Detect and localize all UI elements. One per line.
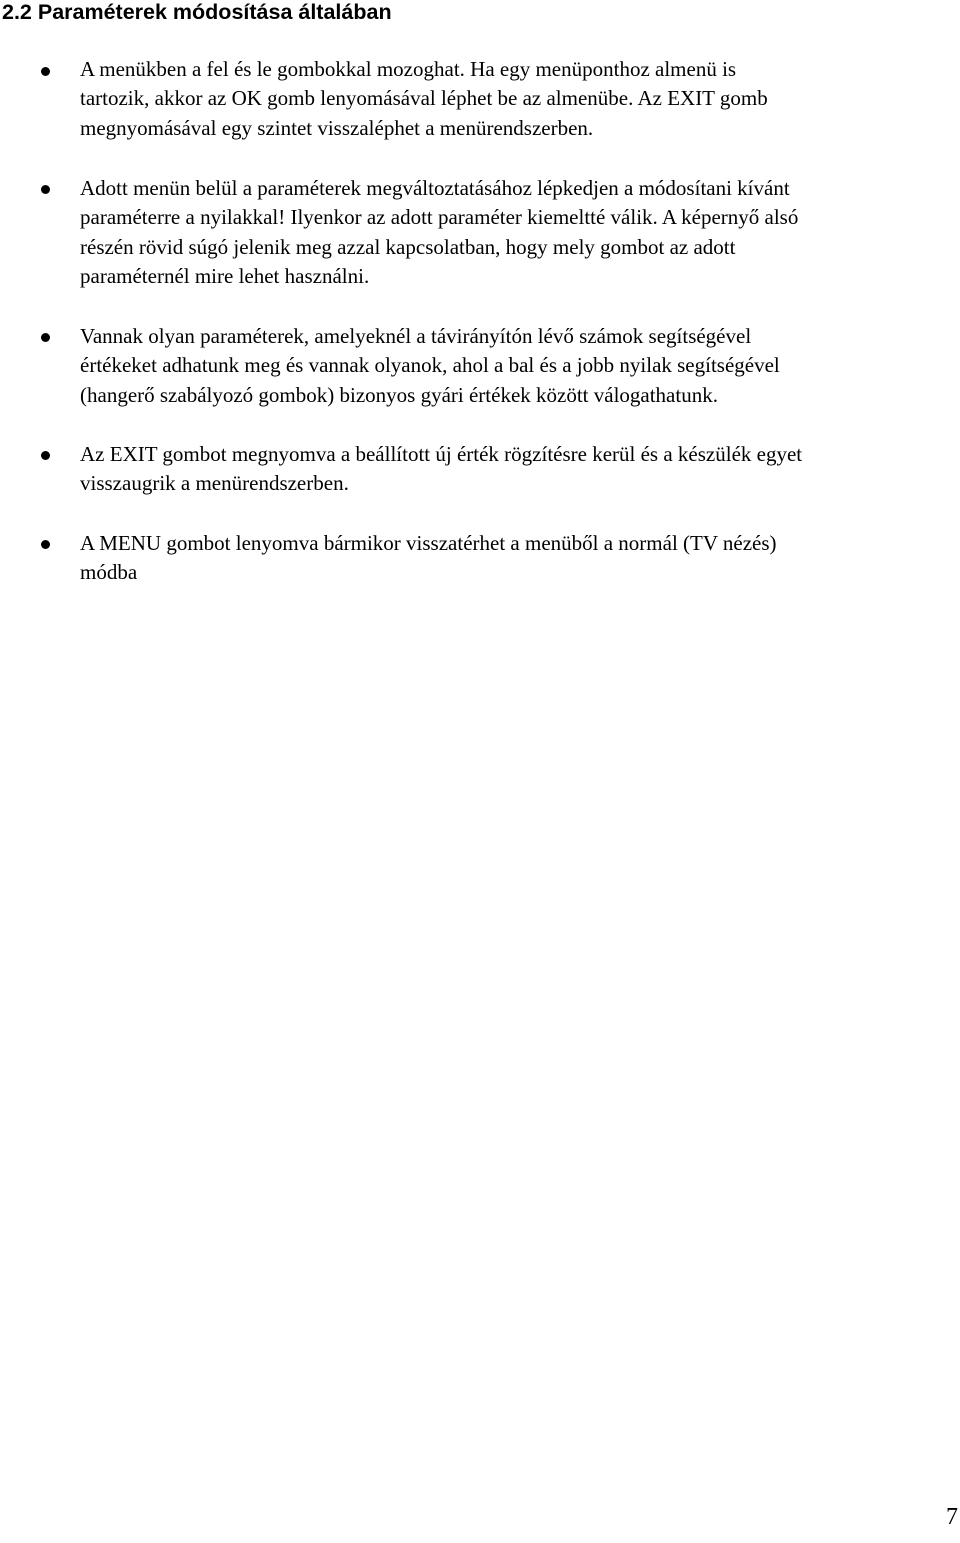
text-line: Vannak olyan paraméterek, amelyeknél a távirányítón lévő számok segítségével: [80, 324, 752, 348]
page-number: 7: [946, 1504, 958, 1530]
bullet-text: [80, 174, 950, 291]
text-line: módba: [80, 560, 138, 585]
text-line: (hangerő szabályozó gombok) bizonyos gyári értékek között válogathatunk.: [80, 382, 718, 407]
bullet-dot-icon: [41, 451, 50, 460]
text-line: Az EXIT gombot megnyomva a beállított új érték rögzítésre kerül és a készülék egyet: [80, 442, 803, 466]
text-line: megnyomásával egy szintet visszaléphet a menürendszerben.: [80, 115, 594, 140]
section-title: 2.2 Paraméterek módosítása általában: [2, 0, 392, 24]
bullet-text: [80, 529, 950, 588]
text-line: paraméterre a nyilakkal! Ilyenkor az adott paraméter kiemeltté válik. A képernyő alsó: [80, 205, 799, 230]
text-line: A menükben a fel és le gombokkal mozoghat. Ha egy menüponthoz almenü is: [80, 57, 737, 81]
bullet-text: [80, 440, 950, 499]
bullet-dot-icon: [41, 333, 50, 342]
bullet-dot-icon: [41, 185, 50, 194]
text-line: értékeket adhatunk meg és vannak olyanok, ahol a bal és a jobb nyilak segítségével: [80, 353, 780, 378]
bullet-text: [80, 322, 950, 410]
bullet-dot-icon: [41, 540, 50, 549]
text-line: Adott menün belül a paraméterek megváltoztatásához lépkedjen a módosítani kívánt: [80, 176, 790, 200]
bullet-dot-icon: [41, 67, 50, 76]
text-line: paraméternél mire lehet használni.: [80, 263, 370, 288]
text-line: részén rövid súgó jelenik meg azzal kapcsolatban, hogy mely gombot az adott: [80, 234, 736, 259]
bullet-text: [80, 55, 950, 143]
text-line: visszaugrik a menürendszerben.: [80, 471, 349, 496]
text-line: A MENU gombot lenyomva bármikor visszatérhet a menüből a normál (TV nézés): [80, 531, 777, 555]
text-line: tartozik, akkor az OK gomb lenyomásával léphet be az almenübe. Az EXIT gomb: [80, 86, 768, 111]
